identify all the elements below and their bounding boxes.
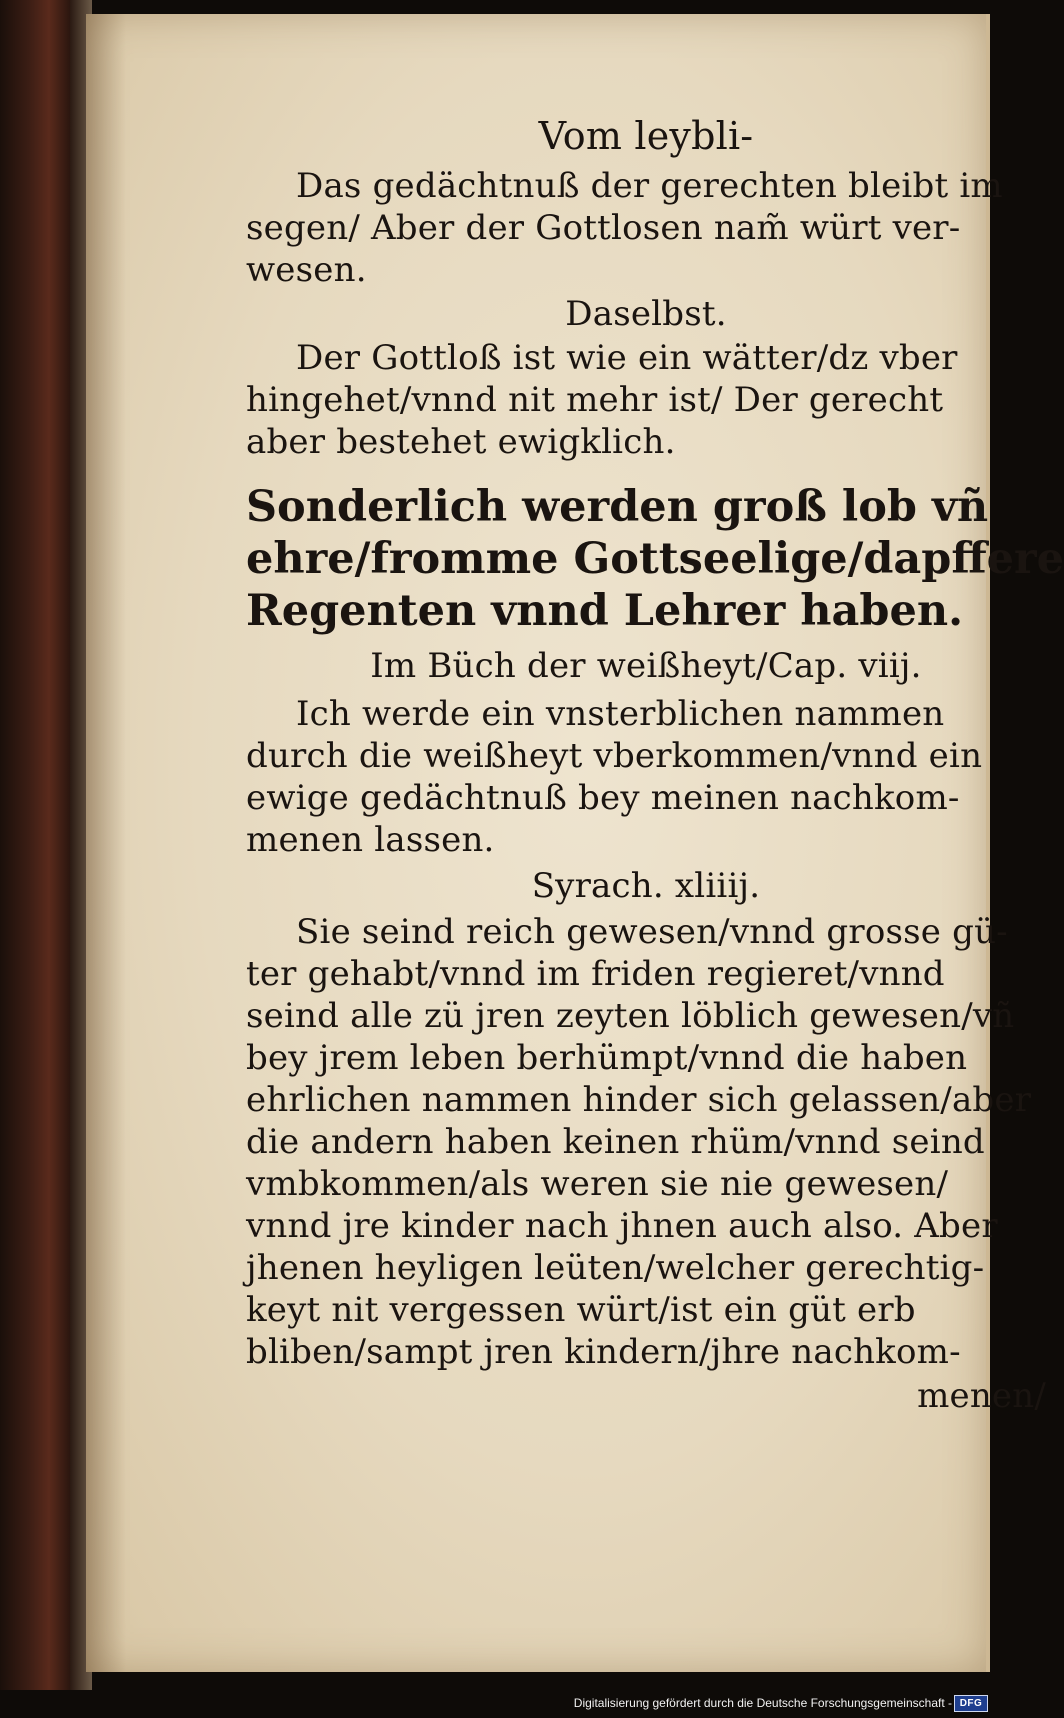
- book-page: [86, 14, 1064, 1672]
- section-reference: Syrach. xliiij.: [531, 866, 761, 906]
- section-reference: Im Büch der weißheyt/Cap. viij.: [370, 646, 922, 686]
- catchword: menen/: [917, 1376, 1046, 1416]
- text-line: jhenen heyligen leüten/welcher gerechtig-: [246, 1248, 985, 1288]
- text-line: Das gedächtnuß der gerechten bleibt im: [296, 166, 1003, 206]
- text-line: aber bestehet ewigklich.: [246, 422, 676, 462]
- text-line: die andern haben keinen rhüm/vnnd seind: [246, 1122, 985, 1162]
- text-line: keyt nit vergessen würt/ist ein güt erb: [246, 1290, 916, 1330]
- book-spine-edge: [0, 0, 70, 1718]
- section-heading-line: Sonderlich werden groß lob vñ: [246, 482, 989, 532]
- text-line: seind alle zü jren zeyten löblich gewesen/vñ: [246, 996, 1015, 1036]
- funding-credit: Digitalisierung gefördert durch die Deutsche Forschungsgemeinschaft -: [573, 1696, 952, 1710]
- text-line: Ich werde ein vnsterblichen nammen: [296, 694, 945, 734]
- section-reference: Daselbst.: [565, 294, 727, 334]
- text-line: bliben/sampt jren kindern/jhre nachkom-: [246, 1332, 961, 1372]
- text-line: durch die weißheyt vberkommen/vnnd ein: [246, 736, 983, 776]
- text-line: ehrlichen nammen hinder sich gelassen/aber: [246, 1080, 1032, 1120]
- text-line: ewige gedächtnuß bey meinen nachkom-: [246, 778, 960, 818]
- text-line: hingehet/vnnd nit mehr ist/ Der gerecht: [246, 380, 944, 420]
- dfg-logo: DFG: [954, 1695, 988, 1712]
- section-heading-line: Regenten vnnd Lehrer haben.: [246, 586, 964, 636]
- text-line: bey jrem leben berhümpt/vnnd die haben: [246, 1038, 968, 1078]
- text-line: vnnd jre kinder nach jhnen auch also. Aber: [246, 1206, 998, 1246]
- section-heading-line: ehre/fromme Gottseelige/dapffere: [246, 534, 1064, 584]
- text-line: segen/ Aber der Gottlosen nam̃ würt ver-: [246, 208, 961, 248]
- text-line: vmbkommen/als weren sie nie gewesen/: [246, 1164, 949, 1204]
- text-line: Der Gottloß ist wie ein wätter/dz vber: [296, 338, 958, 378]
- text-line: Sie seind reich gewesen/vnnd grosse gü-: [296, 912, 1008, 952]
- text-line: menen lassen.: [246, 820, 495, 860]
- running-head: Vom leybli-: [538, 114, 754, 158]
- text-line: wesen.: [246, 250, 367, 290]
- text-line: ter gehabt/vnnd im friden regieret/vnnd: [246, 954, 945, 994]
- digitization-footer: [0, 1690, 1000, 1718]
